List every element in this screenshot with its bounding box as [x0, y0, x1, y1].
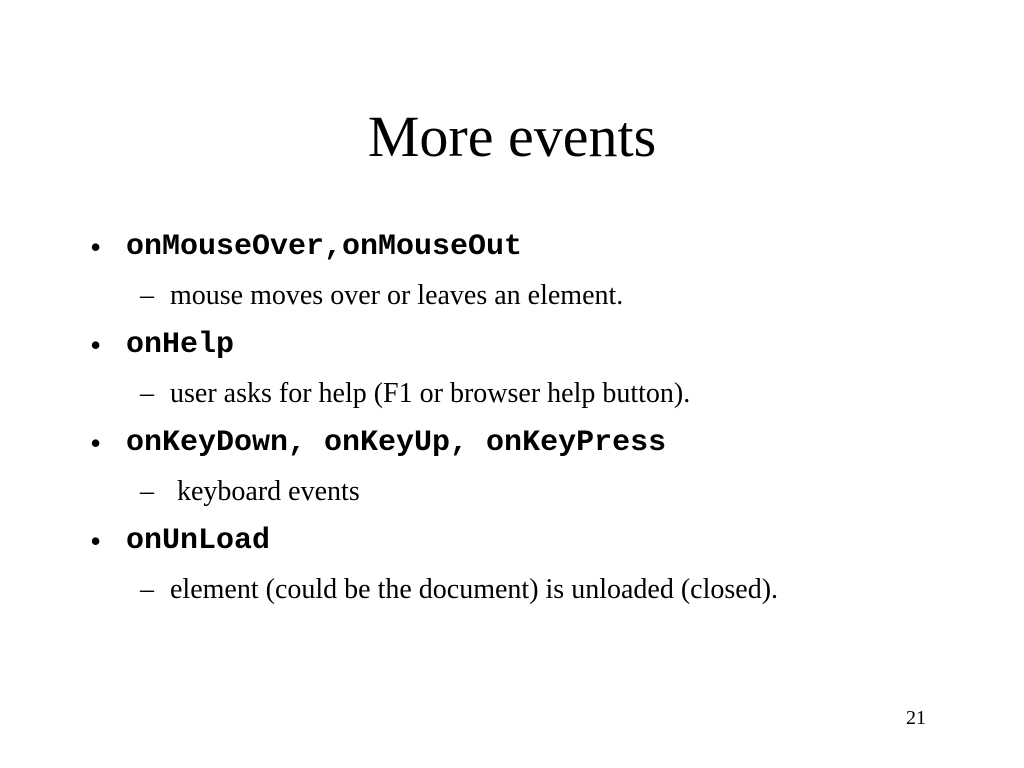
bullet-item [90, 520, 990, 618]
dash-icon: – [140, 280, 154, 311]
slide-number: 21 [906, 707, 926, 729]
bullet-item [90, 422, 990, 520]
dash-icon: – [140, 378, 154, 409]
bullet-description: keyboard events [170, 476, 360, 507]
bullet-item [90, 226, 990, 324]
bullet-main [90, 422, 666, 464]
bullet-dot-icon: • [90, 327, 102, 363]
bullet-dot-icon: • [90, 229, 102, 265]
bullet-event-name: onMouseOver,onMouseOut [126, 230, 523, 264]
bullet-main [90, 324, 234, 366]
bullet-main [90, 520, 270, 562]
bullet-item [90, 324, 990, 422]
bullet-description: user asks for help (F1 or browser help button). [170, 378, 691, 409]
dash-icon: – [140, 476, 154, 507]
bullet-main [90, 226, 522, 268]
bullet-sub-item [140, 376, 690, 412]
bullet-sub-item [140, 474, 360, 510]
bullet-sub-item [140, 572, 778, 608]
slide-title: More events [367, 104, 657, 169]
bullet-dot-icon: • [90, 425, 102, 461]
dash-icon: – [140, 574, 154, 605]
bullet-event-name: onHelp [126, 328, 235, 362]
bullet-description: mouse moves over or leaves an element. [170, 280, 624, 311]
bullet-sub-item [140, 278, 623, 314]
bullet-list [90, 226, 990, 618]
bullet-dot-icon: • [90, 523, 102, 559]
bullet-description: element (could be the document) is unloaded (closed). [170, 574, 779, 605]
bullet-event-name: onKeyDown, onKeyUp, onKeyPress [126, 426, 667, 460]
bullet-event-name: onUnLoad [126, 524, 271, 558]
